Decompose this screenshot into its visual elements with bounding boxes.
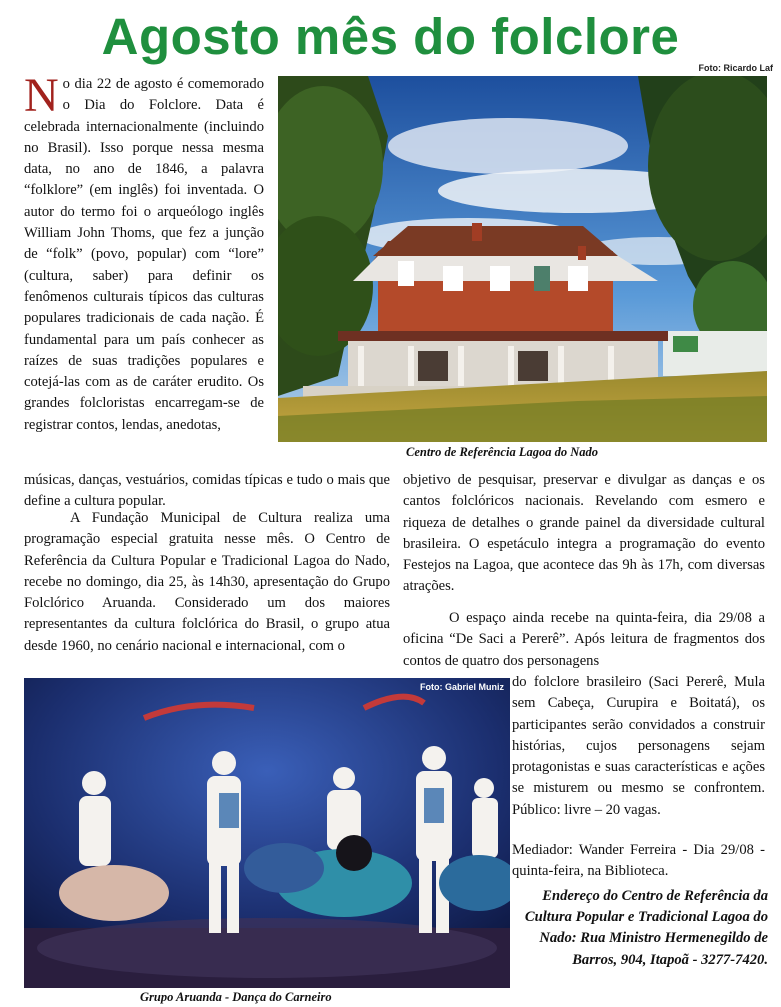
dance-photo-illustration [24, 678, 510, 988]
dance-photo [24, 678, 510, 988]
article-paragraph-3: objetivo de pesquisar, preservar e divulgar as danças e os cantos folclóricos nacionais. Revelando com esmero e riqueza de detalhes o grande painel da diversidade cultural brasileira. O espetáculo integra a programação do evento Festejos na Lagoa, que acontece das 9h às 17h, com diversas atrações. [403, 472, 765, 595]
dance-photo-caption: Grupo Aruanda - Dança do Carneiro [140, 990, 332, 1004]
drop-cap: N [24, 69, 59, 122]
paragraph-1-continuation: músicas, danças, vestuários, comidas típicas e tudo o mais que define a cultura popular. [24, 472, 390, 510]
article-paragraph-1 [24, 69, 264, 436]
paragraph-1-text: o dia 22 de agosto é comemorado o Dia do Folclore. Data é celebrada internacionalmente (incluindo no Brasil). Isso porque nessa mesma data, no ano de 1846, a palavra “folklore” (em inglês) foi inventada. O autor do termo foi o arqueólogo inglês William John Thoms, que fez a junção de “folk” (povo, popular) com “lore” (cultura, saber) para definir os fenômenos culturais típicos das culturas populares tradicionais de cada nação. É fundamental para um país conhecer as raízes de suas tradições populares e cotejá-las com as de caráter erudito. Os grandes folcloristas encarregam-se de registrar contos, lendas, anedotas, [24, 76, 264, 433]
article-paragraph-4: O espaço ainda recebe na quinta-feira, dia 29/08 a oficina “De Saci a Pererê”. Após leitura de fragmentos dos contos de quatro dos personagens [403, 610, 765, 669]
house-photo-illustration [278, 76, 767, 442]
article-paragraph-5: Mediador: Wander Ferreira - Dia 29/08 - quinta-feira, na Biblioteca. [512, 842, 765, 880]
photo-credit: Foto: Ricardo Laf [698, 63, 773, 73]
house-photo-caption: Centro de Referência Lagoa do Nado [406, 445, 598, 459]
address-block: Endereço do Centro de Referência da Cultura Popular e Tradicional Lagoa do Nado: Rua Ministro Hermenegildo de Barros, 904, Itapoã - 3277-7420. [524, 888, 768, 968]
paragraph-4-continuation: do folclore brasileiro (Saci Pererê, Mula sem Cabeça, Curupira e Boitatá), os participantes serão convidados a construir histórias, cujos personagens sejam protagonistas e suas características e ações se misturem ou mesmo se confrontem. Público: livre – 20 vagas. [512, 674, 765, 818]
article-paragraph-2: A Fundação Municipal de Cultura realiza uma programação especial gratuita nesse mês. O Centro de Referência da Cultura Popular e Tradicional Lagoa do Nado, recebe no domingo, dia 25, às 14h30, apresentação do Grupo Folclórico Aruanda. Considerado um dos maiores representantes da cultura folclórica do Brasil, o grupo atua desde 1960, no cenário nacional e internacional, com o [24, 510, 390, 654]
house-photo [278, 76, 767, 442]
page-title: Agosto mês do folclore [101, 8, 680, 65]
dance-photo-credit: Foto: Gabriel Muniz [420, 682, 504, 692]
